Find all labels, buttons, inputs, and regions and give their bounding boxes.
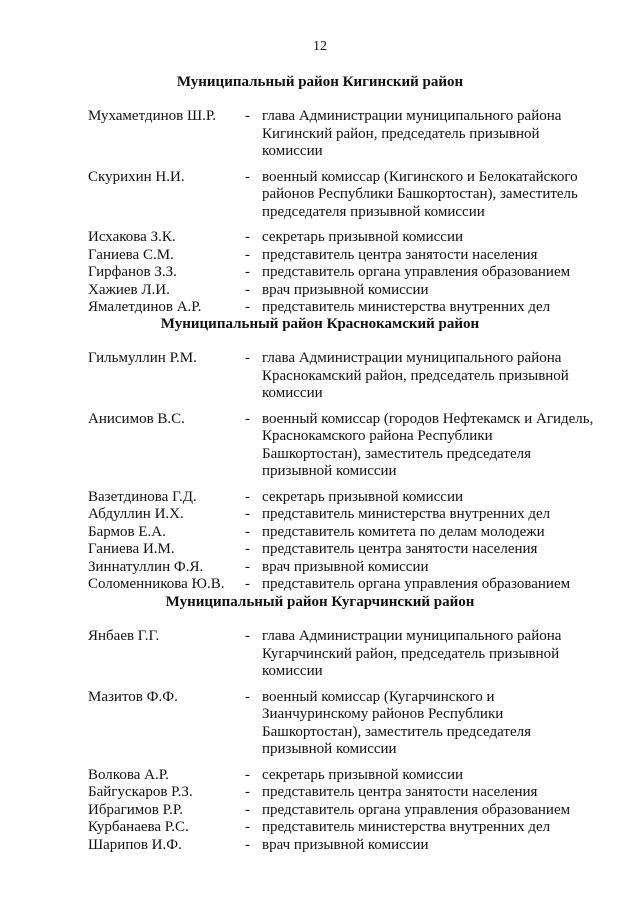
member-name: Абдуллин И.Х. (88, 506, 184, 522)
section-title-krasnokamsky: Муниципальный район Краснокамский район (160, 316, 480, 332)
role-line: районов Республики Башкортостан), заместитель (262, 186, 578, 202)
member-name: Волкова А.Р. (88, 766, 169, 783)
member-name: Курбанаева Р.С. (88, 819, 189, 835)
member-role (262, 506, 608, 524)
roster-kugarchinsky (88, 628, 608, 854)
role-line: представитель центра занятости населения (262, 784, 538, 800)
member-name: Ганиева С.М. (88, 246, 174, 263)
role-line: комиссии (262, 663, 323, 679)
role-line: призывной комиссии (262, 463, 397, 479)
dash: - (245, 264, 250, 280)
member-name: Анисимов В.С. (88, 410, 185, 427)
role-line: представитель органа управления образованием (262, 801, 571, 818)
role-line: глава Администрации муниципального района (262, 108, 562, 124)
member-name: Ганиева И.М. (88, 541, 175, 557)
member-role (262, 541, 608, 559)
dash: - (245, 836, 250, 853)
role-line: глава Администрации муниципального района (262, 628, 562, 644)
role-line: секретарь призывной комиссии (262, 766, 464, 783)
member-row (88, 784, 608, 802)
roster-kiginsky (88, 108, 608, 317)
role-line: Кигинский район, председатель призывной (262, 125, 540, 142)
role-line: призывной комиссии (262, 741, 397, 757)
member-row (88, 299, 608, 317)
member-row (88, 837, 608, 855)
member-role (262, 524, 608, 542)
role-line: врач призывной комиссии (262, 558, 429, 575)
role-line: комиссии (262, 143, 323, 159)
member-role (262, 282, 608, 300)
dash: - (245, 108, 250, 124)
member-name: Бармов Е.А. (88, 523, 166, 540)
role-line: представитель министерства внутренних дел (262, 819, 551, 835)
role-line: Кугарчинский район, председатель призывной (262, 645, 560, 662)
section-title-kugarchinsky: Муниципальный район Кугарчинский район (165, 594, 475, 610)
dash: - (245, 299, 250, 315)
member-name: Ямалетдинов А.Р. (88, 299, 202, 315)
member-row (88, 689, 608, 759)
member-row (88, 802, 608, 820)
member-row (88, 628, 608, 681)
member-row (88, 506, 608, 524)
member-role (262, 299, 608, 317)
section-title-kiginsky: Муниципальный район Кигинский район (176, 74, 464, 90)
role-line: врач призывной комиссии (262, 836, 429, 853)
member-role (262, 837, 608, 855)
member-name: Шарипов И.Ф. (88, 836, 182, 853)
dash: - (245, 688, 250, 705)
member-row (88, 819, 608, 837)
role-line: Башкортостан), заместитель председателя (262, 445, 532, 462)
member-row (88, 411, 608, 481)
member-role (262, 689, 608, 759)
member-row (88, 264, 608, 282)
roster-krasnokamsky (88, 350, 608, 594)
role-line: военный комиссар (Кугарчинского и (262, 688, 495, 705)
dash: - (245, 541, 250, 557)
member-role (262, 489, 608, 507)
role-line: Краснокамский район, председатель призывной (262, 367, 569, 384)
member-name: Мазитов Ф.Ф. (88, 688, 178, 705)
role-line: представитель министерства внутренних дел (262, 506, 551, 522)
dash: - (245, 558, 250, 575)
page-number: 12 (313, 39, 327, 54)
role-line: председателя призывной комиссии (262, 203, 485, 220)
dash: - (245, 246, 250, 263)
member-role (262, 229, 608, 247)
dash: - (245, 766, 250, 783)
member-row (88, 108, 608, 161)
member-role (262, 559, 608, 577)
member-role (262, 802, 608, 820)
role-line: представитель министерства внутренних дел (262, 299, 551, 315)
dash: - (245, 488, 250, 505)
member-role (262, 628, 608, 681)
role-line: военный комиссар (Кигинского и Белокатайского (262, 168, 578, 185)
member-role (262, 819, 608, 837)
role-line: представитель органа управления образованием (262, 576, 571, 592)
member-row (88, 767, 608, 785)
dash: - (245, 523, 250, 540)
role-line: Зианчуринскому районов Республики (262, 706, 504, 722)
member-row (88, 247, 608, 265)
dash: - (245, 819, 250, 835)
role-line: глава Администрации муниципального района (262, 350, 562, 366)
dash: - (245, 410, 250, 427)
member-role (262, 264, 608, 282)
member-row (88, 169, 608, 222)
dash: - (245, 281, 250, 298)
member-row (88, 489, 608, 507)
role-line: Башкортостан), заместитель председателя (262, 723, 532, 740)
role-line: представитель центра занятости населения (262, 246, 538, 263)
member-row (88, 541, 608, 559)
role-line: Краснокамского района Республики (262, 428, 493, 444)
member-row (88, 282, 608, 300)
dash: - (245, 628, 250, 644)
member-row (88, 350, 608, 403)
member-name: Байгускаров Р.З. (88, 784, 193, 800)
member-name: Вазетдинова Г.Д. (88, 488, 197, 505)
dash: - (245, 168, 250, 185)
dash: - (245, 350, 250, 366)
member-name: Ибрагимов Р.Р. (88, 801, 184, 818)
role-line: военный комиссар (городов Нефтекамск и Агидель, (262, 410, 594, 427)
role-line: секретарь призывной комиссии (262, 229, 464, 245)
dash: - (245, 801, 250, 818)
dash: - (245, 229, 250, 245)
dash: - (245, 784, 250, 800)
role-line: врач призывной комиссии (262, 281, 429, 298)
member-name: Зиннатуллин Ф.Я. (88, 558, 204, 575)
member-row (88, 229, 608, 247)
member-name: Хажиев Л.И. (88, 281, 170, 298)
role-line: секретарь призывной комиссии (262, 488, 464, 505)
member-row (88, 559, 608, 577)
member-role (262, 576, 608, 594)
member-name: Гильмуллин Р.М. (88, 350, 197, 366)
member-role (262, 784, 608, 802)
member-name: Мухаметдинов Ш.Р. (88, 108, 217, 124)
member-row (88, 524, 608, 542)
role-line: представитель комитета по делам молодежи (262, 523, 545, 540)
dash: - (245, 506, 250, 522)
role-line: комиссии (262, 385, 323, 401)
member-name: Соломенникова Ю.В. (88, 576, 225, 592)
role-line: представитель органа управления образованием (262, 264, 571, 280)
role-line: представитель центра занятости населения (262, 541, 538, 557)
member-role (262, 108, 608, 161)
member-role (262, 169, 608, 222)
member-name: Гирфанов З.З. (88, 264, 177, 280)
member-role (262, 247, 608, 265)
member-name: Исхакова З.К. (88, 229, 176, 245)
member-name: Янбаев Г.Г. (88, 628, 160, 644)
member-role (262, 350, 608, 403)
member-row (88, 576, 608, 594)
member-role (262, 767, 608, 785)
member-name: Скурихин Н.И. (88, 168, 185, 185)
dash: - (245, 576, 250, 592)
member-role (262, 411, 608, 481)
